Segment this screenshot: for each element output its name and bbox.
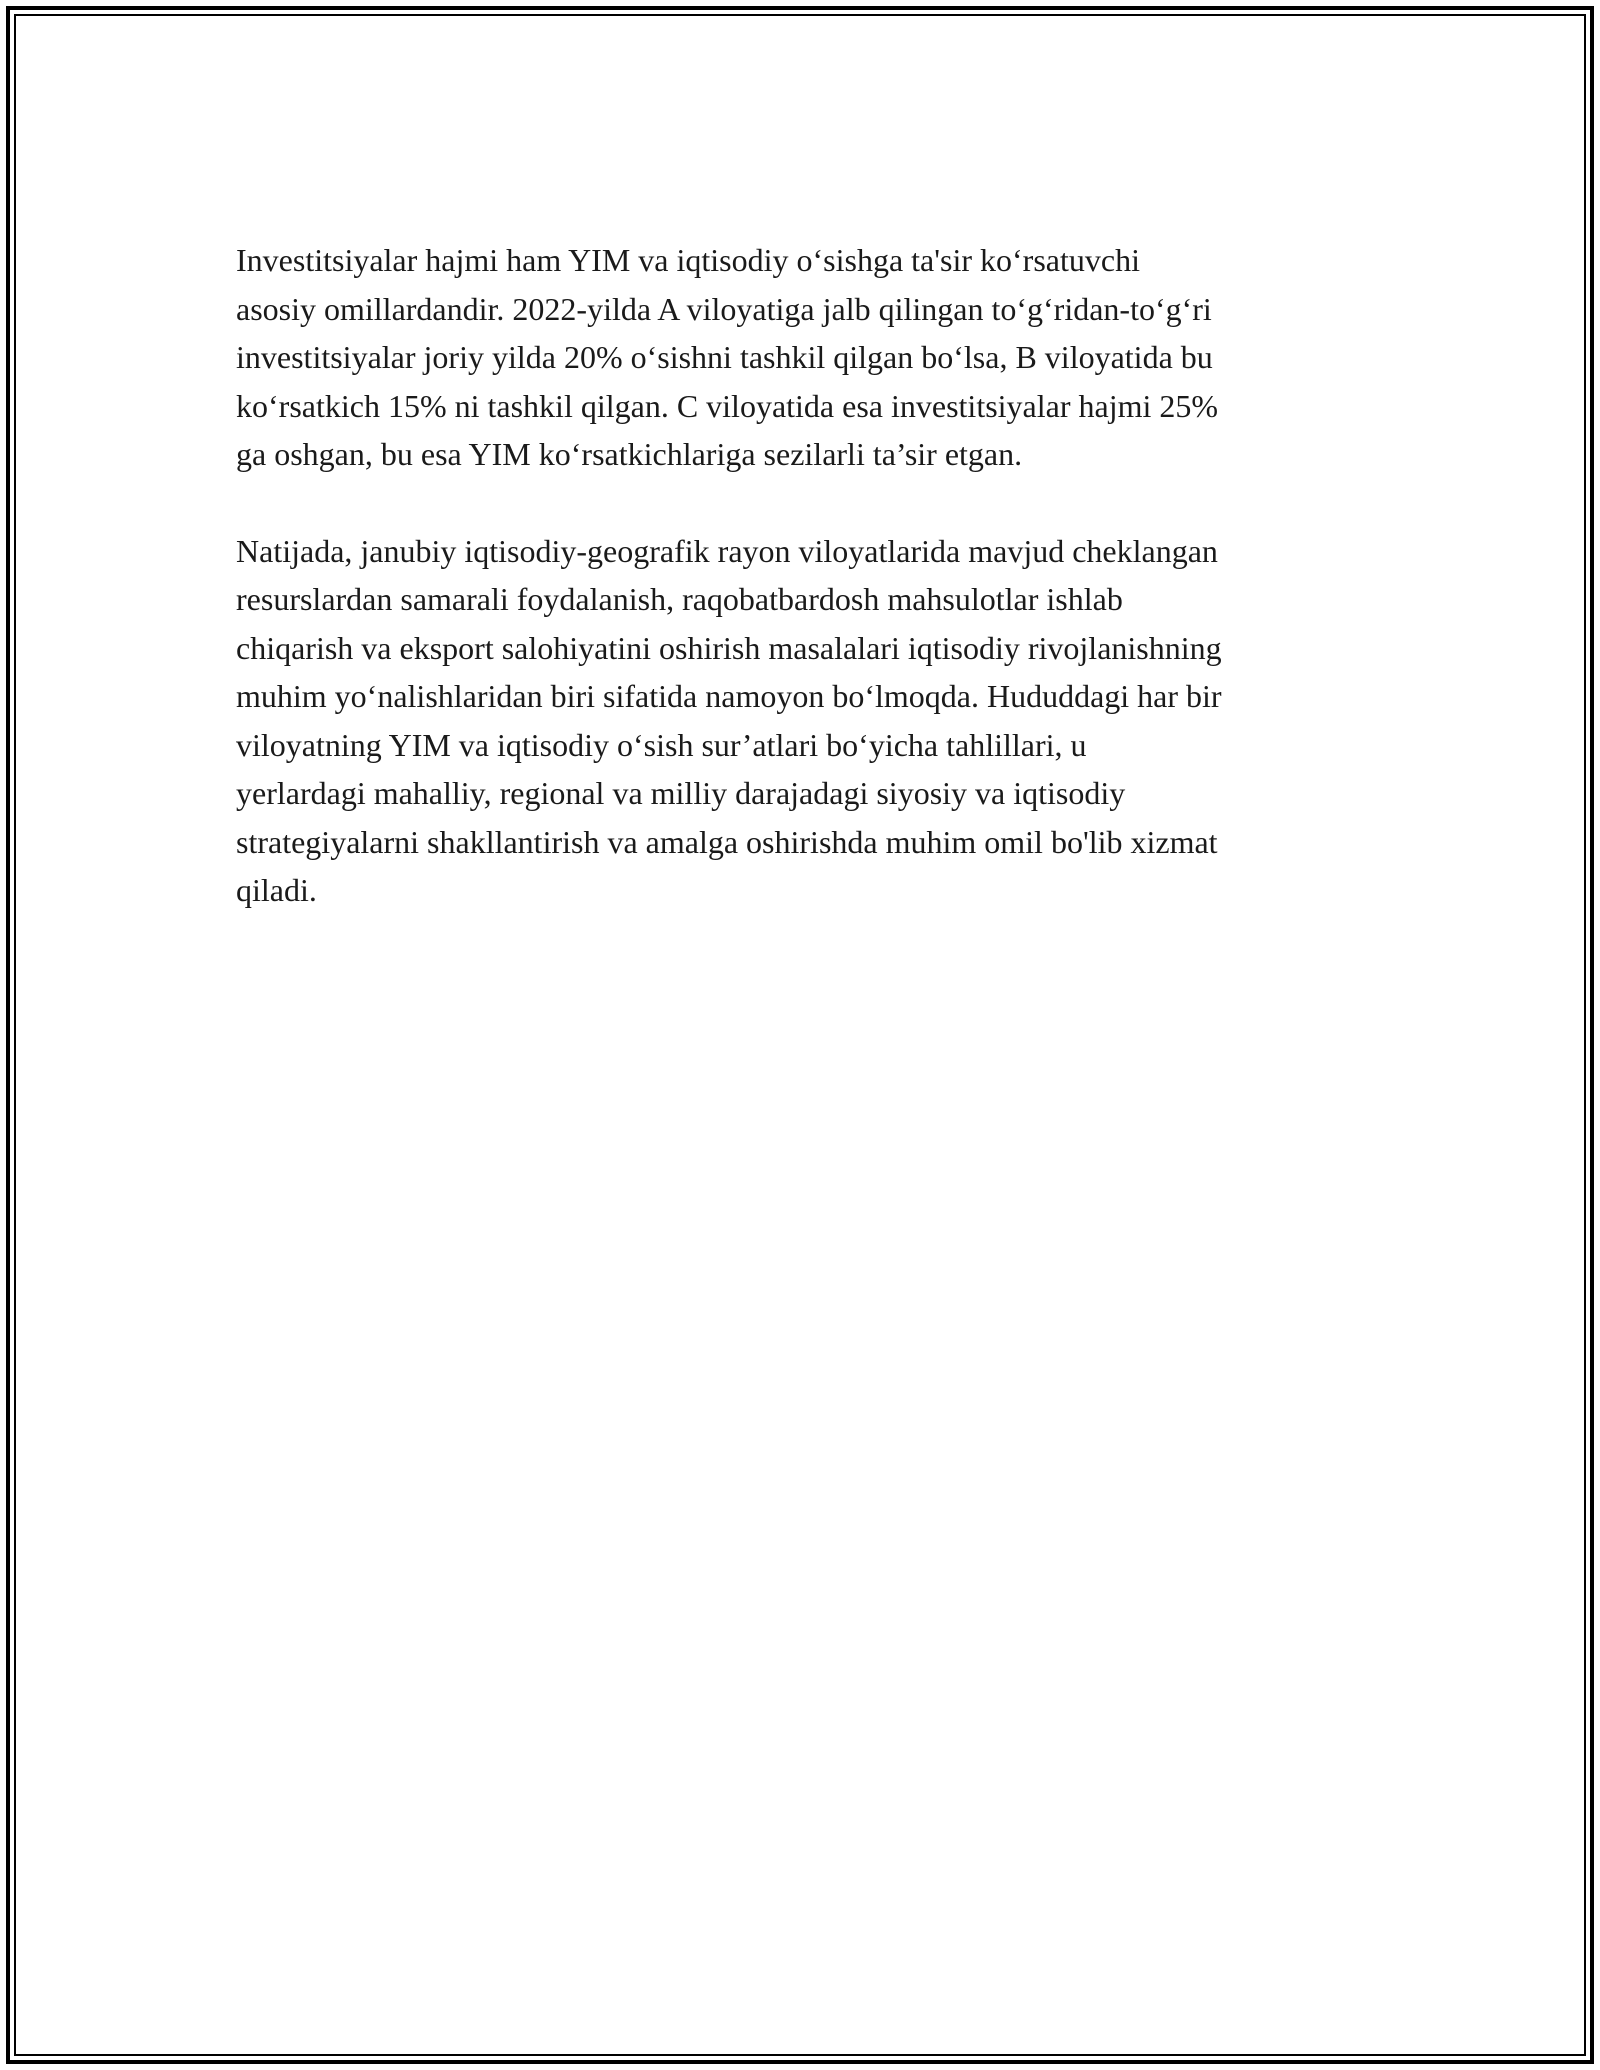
text-line: chiqarish va eksport salohiyatini oshirish masalalari iqtisodiy rivojlanishning — [236, 629, 1222, 666]
text-line: ko‘rsatkich 15% ni tashkil qilgan. C viloyatida esa investitsiyalar hajmi 25% — [236, 387, 1219, 424]
text-line: yerlardagi mahalliy, regional va milliy darajadagi siyosiy va iqtisodiy — [236, 775, 1126, 811]
text-line: resurslardan samarali foydalanish, raqobatbardosh mahsulotlar ishlab — [236, 581, 1123, 617]
text-line: muhim yo‘nalishlaridan biri sifatida namoyon bo‘lmoqda. Hududdagi har bir — [236, 678, 1222, 714]
document-body — [236, 236, 1366, 915]
text-line: qiladi. — [236, 872, 317, 908]
text-line: viloyatning YIM va iqtisodiy o‘sish sur’atlari bo‘yicha tahlillari, u — [236, 726, 1087, 763]
text-line: ga oshgan, bu esa YIM ko‘rsatkichlariga sezilarli ta’sir etgan. — [236, 436, 1023, 472]
paragraph-conclusion — [236, 527, 1366, 915]
paragraph-investments — [236, 236, 1366, 479]
text-line: strategiyalarni shakllantirish va amalga oshirishda muhim omil bo'lib xizmat — [236, 823, 1218, 860]
text-line: Investitsiyalar hajmi ham YIM va iqtisodiy o‘sishga ta'sir ko‘rsatuvchi — [236, 242, 1140, 278]
text-line: asosiy omillardandir. 2022-yilda A viloyatiga jalb qilingan to‘g‘ridan-to‘g‘ri — [236, 290, 1212, 327]
text-line: Natijada, janubiy iqtisodiy-geografik rayon viloyatlarida mavjud cheklangan — [236, 532, 1218, 569]
text-line: investitsiyalar joriy yilda 20% o‘sishni tashkil qilgan bo‘lsa, B viloyatida bu — [236, 339, 1213, 375]
